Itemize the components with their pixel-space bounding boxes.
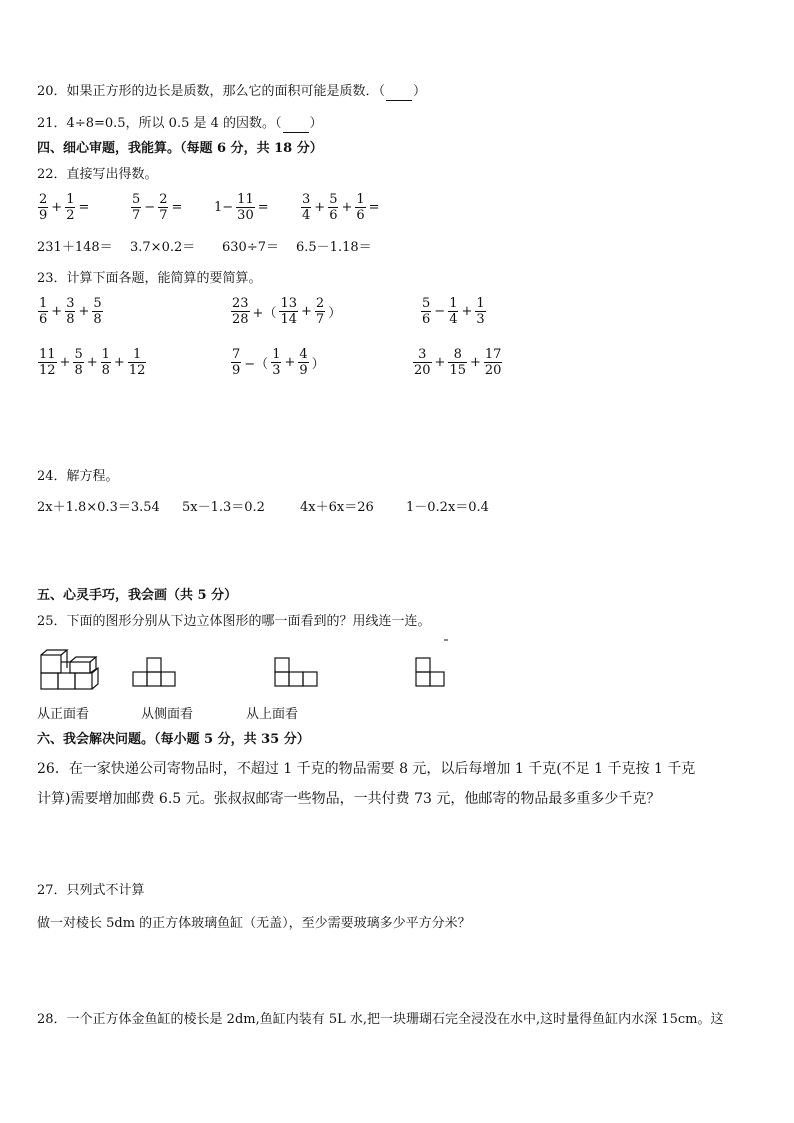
fraction [38,192,48,223]
numerator: 11 [39,347,56,362]
numerator: 2 [159,192,168,207]
math-expression [37,296,230,327]
question-28-text: 28．一个正方体金鱼缸的棱长是 2dm,鱼缸内装有 5L 水,把一块珊瑚石完全浸没在水中,这时量得鱼缸内水深 15cm。这 [37,1012,724,1027]
operator: + [470,355,481,370]
section-6-heading: 六、我会解决问题。（每小题 5 分，共 35 分） [37,732,310,747]
numerator: 1 [272,347,281,362]
numerator: 5 [422,296,431,311]
operator: + [434,355,446,370]
section-4-heading: 四、细心审题，我能算。（每题 6 分，共 18 分） [37,141,323,156]
view-figure-2 [275,658,317,686]
numerator: 1 [132,347,142,362]
denominator: 9 [299,363,308,378]
math-expression [130,192,212,223]
question-24-title: 24．解方程。 [37,469,119,484]
fraction [131,192,141,223]
view-figure-3 [416,658,444,694]
expr-item: 231＋148＝ [37,240,113,255]
fraction [158,192,168,223]
denominator: 3 [272,363,281,378]
math-expression [230,296,420,327]
q25-figures [36,636,456,698]
operator: ） [311,357,325,372]
math-expression [37,347,230,378]
fraction [271,347,281,378]
equation: 2x＋1.8×0.3＝3.54 [37,500,160,515]
close-paren: ） [413,84,427,99]
denominator: 7 [159,208,168,223]
denominator: 8 [93,312,102,327]
expr-cell [412,347,532,378]
fraction [328,192,338,223]
close-paren: ） [309,116,323,131]
fraction [355,192,365,223]
denominator: 6 [422,312,431,327]
answer-blank[interactable] [283,116,309,133]
numerator: 1 [476,296,485,311]
denominator: 12 [39,363,56,378]
question-21 [37,116,323,133]
denominator: 8 [74,363,83,378]
numerator: 1 [449,296,458,311]
math-expression [37,192,130,223]
math-expression [230,347,412,378]
numerator: 11 [237,192,254,207]
equation: 5x－1.3＝0.2 [182,500,265,515]
equation: 4x＋6x＝26 [300,500,374,515]
expr-item: 6.5－1.18＝ [296,240,372,255]
expr-item: 3.7×0.2＝ [130,240,196,255]
denominator: 30 [237,208,254,223]
math-expression [412,347,532,378]
operator: + [78,304,90,319]
operator: + [341,200,353,215]
operator: − [144,200,156,215]
numerator: 17 [484,347,502,362]
numerator: 5 [74,347,83,362]
q22-plain-row [37,240,372,256]
expr-cell [300,192,410,223]
operator: + [301,304,312,319]
fraction [73,347,83,378]
question-20-text: 20．如果正方形的边长是质数，那么它的面积可能是质数．（ [37,84,386,99]
solid-figure [41,650,98,689]
numerator: 1 [101,347,110,362]
operator: +（ [252,306,277,321]
denominator: 8 [66,312,75,327]
operator: + [284,355,296,370]
denominator: 12 [128,363,146,378]
question-20 [37,84,426,101]
fraction [448,296,458,327]
numerator: 5 [329,192,338,207]
numerator: 8 [453,347,462,362]
fraction [315,296,325,327]
q23-row-1 [37,296,540,327]
fraction [236,192,255,223]
operator: + [86,355,98,370]
q22-fraction-row [37,192,410,223]
expr-item: 630÷7＝ [222,240,279,255]
operator: − [434,304,446,319]
fraction [475,296,485,327]
math-expression [300,192,410,223]
math-expression [212,192,300,223]
question-25-title: 25．下面的图形分别从下边立体图形的哪一面看到的？用线连一连。 [37,614,431,629]
expr-cell [230,347,412,378]
question-26-line-1: 26．在一家快递公司寄物品时，不超过 1 千克的物品需要 8 元，以后每增加 1 千克(不足 1 千克按 1 千克 [37,761,696,777]
expr-cell [37,192,130,223]
equals-sign: = [78,200,90,215]
view-figure-1 [133,658,175,686]
equation: 1－0.2x＝0.4 [406,500,489,515]
math-expression [420,296,540,327]
denominator: 6 [356,208,365,223]
numerator: 2 [39,192,48,207]
expr-cell [37,347,230,378]
fraction [101,347,111,378]
equals-sign: = [368,200,380,215]
q23-row-2 [37,347,532,378]
numerator: 5 [93,296,102,311]
fraction [38,296,48,327]
q25-label-row [37,707,298,723]
numerator: 7 [232,347,241,362]
fraction [484,347,503,378]
numerator: 1 [66,192,75,207]
numerator: 3 [418,347,427,362]
operator: ） [328,306,342,321]
denominator: 4 [302,208,311,223]
q24-equations [37,500,489,516]
numerator: 2 [315,296,325,311]
fraction [298,347,308,378]
question-22-title: 22．直接写出得数。 [37,167,158,182]
expr-cell [37,296,230,327]
expr-cell [420,296,540,327]
denominator: 20 [484,363,502,378]
numerator: 5 [132,192,141,207]
numerator: 3 [66,296,75,311]
expr-cell [212,192,300,223]
operator: + [113,355,125,370]
fraction [421,296,431,327]
fraction [413,347,432,378]
denominator: 20 [414,363,431,378]
view-label-front: 从正面看 [37,707,90,722]
operator: + [51,304,63,319]
denominator: 28 [232,312,249,327]
fraction [65,192,75,223]
denominator: 9 [39,208,48,223]
denominator: 3 [476,312,485,327]
fraction [65,296,75,327]
denominator: 6 [329,208,338,223]
numerator: 3 [302,192,311,207]
denominator: 2 [66,208,75,223]
view-label-side: 从侧面看 [141,707,194,722]
numerator: 23 [232,296,249,311]
numerator: 1 [356,192,365,207]
denominator: 14 [280,312,297,327]
expr-cell [230,296,420,327]
fraction [92,296,102,327]
operator: + [51,200,63,215]
denominator: 7 [132,208,141,223]
fraction [128,347,147,378]
question-23-title: 23．计算下面各题，能简算的要简算。 [37,271,262,286]
denominator: 9 [232,363,241,378]
denominator: 7 [315,312,325,327]
numerator: 4 [299,347,308,362]
view-label-top: 从上面看 [246,707,299,722]
question-27-title: 27．只列式不计算 [37,883,145,898]
expr-cell [130,192,212,223]
equals-sign: = [257,200,269,215]
numerator: 1 [39,296,48,311]
fraction [279,296,298,327]
denominator: 4 [449,312,458,327]
question-21-text: 21．4÷8=0.5，所以 0.5 是 4 的因数。（ [37,116,282,131]
operator: + [314,200,326,215]
fraction [231,347,241,378]
operator: 1− [214,200,234,215]
denominator: 15 [449,363,466,378]
fraction [231,296,250,327]
denominator: 8 [101,363,110,378]
denominator: 6 [39,312,48,327]
fraction [301,192,311,223]
question-26-line-2: 计算)需要增加邮费 6.5 元。张叔叔邮寄一些物品，一共付费 73 元，他邮寄的物品最多重多少千克？ [37,791,661,807]
section-5-heading: 五、心灵手巧，我会画（共 5 分） [37,588,238,603]
operator: + [461,304,473,319]
fraction [448,347,467,378]
equals-sign: = [171,200,183,215]
question-27-text: 做一对棱长 5dm 的正方体玻璃鱼缸（无盖），至少需要玻璃多少平方分米？ [37,916,471,931]
fraction [38,347,57,378]
operator: −（ [244,357,269,372]
numerator: 13 [280,296,297,311]
operator: + [59,355,71,370]
answer-blank[interactable] [386,84,412,101]
